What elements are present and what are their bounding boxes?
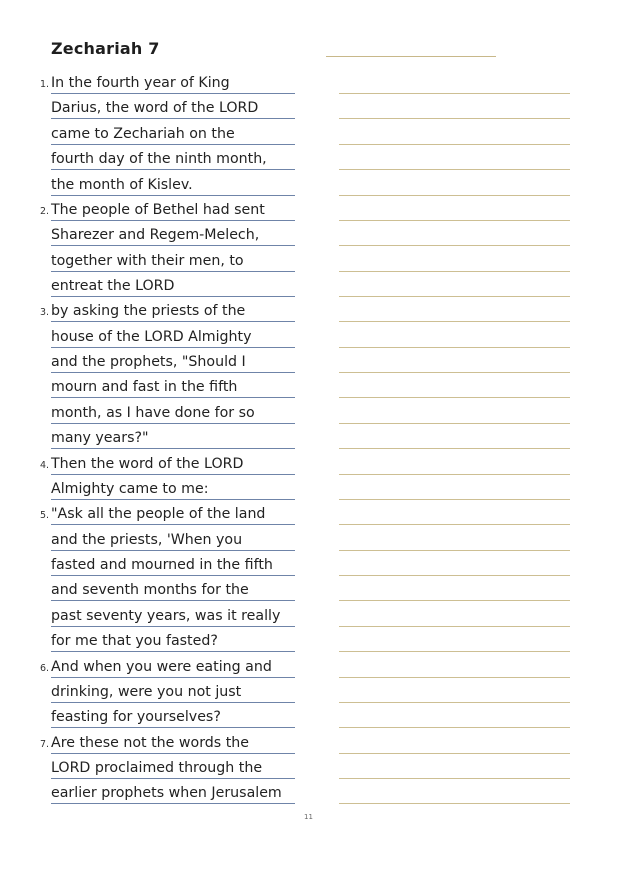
verse-text: drinking, were you not just bbox=[51, 683, 242, 700]
verse-text: Darius, the word of the LORD bbox=[51, 100, 259, 117]
verse-text: by asking the priests of the bbox=[51, 303, 246, 320]
verse-number: 3. bbox=[40, 307, 50, 319]
verse-text: In the fourth year of King bbox=[51, 75, 230, 91]
verse-text: earlier prophets when Jerusalem bbox=[51, 785, 282, 802]
verse-line bbox=[0, 551, 624, 576]
verse-line bbox=[0, 373, 624, 398]
verse-text: many years?" bbox=[51, 430, 149, 447]
verse-line bbox=[0, 754, 624, 779]
verse-text: Are these not the words the bbox=[51, 734, 249, 751]
verse-line bbox=[0, 323, 624, 348]
verse-number: 4. bbox=[40, 459, 50, 471]
verse-number: 6. bbox=[40, 662, 50, 674]
verse-text: fasted and mourned in the fifth bbox=[51, 557, 273, 573]
verse-line bbox=[0, 779, 624, 804]
verse-number: 5. bbox=[40, 510, 50, 522]
verse-line bbox=[0, 348, 624, 373]
verse-text: Almighty came to me: bbox=[51, 480, 209, 497]
verse-text: and the priests, 'When you bbox=[51, 531, 243, 548]
verse-line bbox=[0, 69, 624, 94]
verse-line bbox=[0, 272, 624, 297]
verse-text: Then the word of the LORD bbox=[51, 455, 244, 472]
verse-line bbox=[0, 678, 624, 703]
text-underline bbox=[51, 803, 295, 804]
title-writing-line bbox=[326, 56, 496, 57]
verse-text: the month of Kislev. bbox=[51, 176, 193, 193]
verse-line bbox=[0, 424, 624, 449]
verse-text: "Ask all the people of the land bbox=[51, 506, 266, 523]
verse-line bbox=[0, 576, 624, 601]
verse-line bbox=[0, 145, 624, 170]
verse-text: LORD proclaimed through the bbox=[51, 760, 263, 776]
verse-text: Sharezer and Regem-Melech, bbox=[51, 227, 260, 244]
verse-text: and seventh months for the bbox=[51, 582, 249, 599]
verse-number: 1. bbox=[40, 79, 50, 90]
verse-line bbox=[0, 399, 624, 424]
verse-number: 2. bbox=[40, 205, 50, 217]
verse-text: And when you were eating and bbox=[51, 658, 272, 675]
verse-text: and the prophets, "Should I bbox=[51, 354, 246, 371]
verse-line bbox=[0, 297, 624, 322]
verse-text: together with their men, to bbox=[51, 252, 244, 269]
handwriting-line bbox=[339, 803, 570, 804]
verse-text: for me that you fasted? bbox=[51, 633, 218, 650]
verse-line bbox=[0, 221, 624, 246]
verse-line bbox=[0, 450, 624, 475]
verse-line bbox=[0, 475, 624, 500]
verse-text: fourth day of the ninth month, bbox=[51, 151, 267, 168]
verse-line bbox=[0, 171, 624, 196]
verse-text: house of the LORD Almighty bbox=[51, 328, 252, 345]
verse-text: The people of Bethel had sent bbox=[51, 201, 265, 218]
verse-text: month, as I have done for so bbox=[51, 404, 255, 421]
page-number: 11 bbox=[304, 813, 313, 821]
verse-text: past seventy years, was it really bbox=[51, 607, 281, 624]
verse-line bbox=[0, 703, 624, 728]
verse-line bbox=[0, 526, 624, 551]
verse-text: entreat the LORD bbox=[51, 278, 175, 294]
verse-line bbox=[0, 653, 624, 678]
verse-text: feasting for yourselves? bbox=[51, 709, 221, 726]
page-title: Zechariah 7 bbox=[51, 39, 160, 58]
verse-line bbox=[0, 247, 624, 272]
verse-line bbox=[0, 94, 624, 119]
verse-text: came to Zechariah on the bbox=[51, 125, 235, 142]
verse-line bbox=[0, 602, 624, 627]
verse-number: 7. bbox=[40, 738, 50, 750]
verse-line bbox=[0, 500, 624, 525]
verse-line bbox=[0, 196, 624, 221]
verse-line bbox=[0, 729, 624, 754]
verse-line bbox=[0, 120, 624, 145]
verse-line bbox=[0, 627, 624, 652]
verse-text: mourn and fast in the fifth bbox=[51, 379, 238, 396]
